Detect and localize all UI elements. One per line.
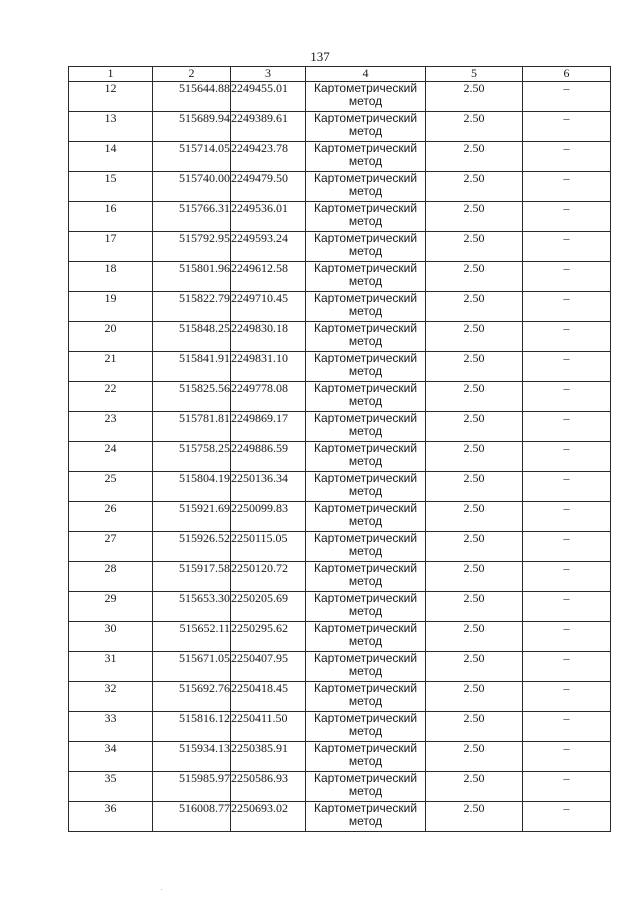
note-cell: – — [523, 292, 611, 322]
method-line-2: метод — [348, 754, 383, 768]
y-coordinate-cell: 2250586.93 — [231, 772, 306, 802]
accuracy-cell: 2.50 — [426, 532, 523, 562]
method-line-2: метод — [348, 274, 383, 288]
note-cell: – — [523, 652, 611, 682]
x-coordinate-cell: 515740.00 — [153, 172, 231, 202]
method-line-2: метод — [348, 394, 383, 408]
accuracy-cell: 2.50 — [426, 322, 523, 352]
accuracy-cell: 2.50 — [426, 682, 523, 712]
method-line-1: Картометрический — [313, 711, 418, 725]
method-line-1: Картометрический — [313, 621, 418, 635]
method-line-1: Картометрический — [313, 681, 418, 695]
method-cell — [306, 262, 426, 292]
page-number: 137 — [310, 49, 330, 64]
method-line-1: Картометрический — [313, 441, 418, 455]
point-number-cell: 20 — [69, 322, 153, 352]
point-number-cell: 28 — [69, 562, 153, 592]
x-coordinate-cell: 515644.88 — [153, 82, 231, 112]
note-cell: – — [523, 592, 611, 622]
method-line-1: Картометрический — [313, 411, 418, 425]
note-cell: – — [523, 682, 611, 712]
x-coordinate-cell: 515917.58 — [153, 562, 231, 592]
y-coordinate-cell: 2249831.10 — [231, 352, 306, 382]
note-cell: – — [523, 262, 611, 292]
note-cell: – — [523, 442, 611, 472]
method-cell — [306, 142, 426, 172]
x-coordinate-cell: 515801.96 — [153, 262, 231, 292]
method-line-2: метод — [348, 94, 383, 108]
method-line-2: метод — [348, 334, 383, 348]
x-coordinate-cell: 515985.97 — [153, 772, 231, 802]
note-cell: – — [523, 82, 611, 112]
method-cell — [306, 412, 426, 442]
method-line-1: Картометрический — [313, 531, 418, 545]
y-coordinate-cell: 2249455.01 — [231, 82, 306, 112]
point-number-cell: 15 — [69, 172, 153, 202]
method-line-2: метод — [348, 154, 383, 168]
x-coordinate-cell: 515804.19 — [153, 472, 231, 502]
method-line-1: Картометрический — [313, 741, 418, 755]
y-coordinate-cell: 2249479.50 — [231, 172, 306, 202]
note-cell: – — [523, 502, 611, 532]
y-coordinate-cell: 2249869.17 — [231, 412, 306, 442]
y-coordinate-cell: 2250411.50 — [231, 712, 306, 742]
x-coordinate-cell: 515671.05 — [153, 652, 231, 682]
note-cell: – — [523, 772, 611, 802]
header-row — [69, 67, 611, 82]
method-line-2: метод — [348, 514, 383, 528]
scan-speck — [161, 889, 162, 890]
method-cell — [306, 562, 426, 592]
method-cell — [306, 652, 426, 682]
y-coordinate-cell: 2249710.45 — [231, 292, 306, 322]
point-number-cell: 34 — [69, 742, 153, 772]
note-cell: – — [523, 622, 611, 652]
method-line-1: Картометрический — [313, 801, 418, 815]
table-row — [69, 142, 611, 172]
accuracy-cell: 2.50 — [426, 292, 523, 322]
header-col-5: 5 — [426, 67, 523, 82]
accuracy-cell: 2.50 — [426, 712, 523, 742]
y-coordinate-cell: 2249423.78 — [231, 142, 306, 172]
accuracy-cell: 2.50 — [426, 412, 523, 442]
accuracy-cell: 2.50 — [426, 502, 523, 532]
method-line-1: Картометрический — [313, 171, 418, 185]
table-row — [69, 622, 611, 652]
point-number-cell: 26 — [69, 502, 153, 532]
method-cell — [306, 712, 426, 742]
y-coordinate-cell: 2250693.02 — [231, 802, 306, 832]
method-line-1: Картометрический — [313, 351, 418, 365]
table-row — [69, 262, 611, 292]
point-number-cell: 12 — [69, 82, 153, 112]
method-line-2: метод — [348, 604, 383, 618]
method-line-2: метод — [348, 244, 383, 258]
y-coordinate-cell: 2250295.62 — [231, 622, 306, 652]
method-line-1: Картометрический — [313, 291, 418, 305]
y-coordinate-cell: 2250205.69 — [231, 592, 306, 622]
note-cell: – — [523, 322, 611, 352]
x-coordinate-cell: 515822.79 — [153, 292, 231, 322]
point-number-cell: 21 — [69, 352, 153, 382]
method-line-2: метод — [348, 184, 383, 198]
accuracy-cell: 2.50 — [426, 592, 523, 622]
method-line-2: метод — [348, 214, 383, 228]
point-number-cell: 36 — [69, 802, 153, 832]
note-cell: – — [523, 202, 611, 232]
method-line-2: метод — [348, 454, 383, 468]
point-number-cell: 22 — [69, 382, 153, 412]
y-coordinate-cell: 2249536.01 — [231, 202, 306, 232]
y-coordinate-cell: 2250136.34 — [231, 472, 306, 502]
method-line-1: Картометрический — [313, 651, 418, 665]
accuracy-cell: 2.50 — [426, 442, 523, 472]
x-coordinate-cell: 515714.05 — [153, 142, 231, 172]
method-cell — [306, 202, 426, 232]
note-cell: – — [523, 532, 611, 562]
table-row — [69, 682, 611, 712]
y-coordinate-cell: 2249778.08 — [231, 382, 306, 412]
method-line-1: Картометрический — [313, 141, 418, 155]
note-cell: – — [523, 382, 611, 412]
accuracy-cell: 2.50 — [426, 802, 523, 832]
y-coordinate-cell: 2250120.72 — [231, 562, 306, 592]
table-row — [69, 382, 611, 412]
x-coordinate-cell: 515766.31 — [153, 202, 231, 232]
note-cell: – — [523, 172, 611, 202]
method-line-2: метод — [348, 574, 383, 588]
table-row — [69, 532, 611, 562]
method-line-1: Картометрический — [313, 321, 418, 335]
point-number-cell: 31 — [69, 652, 153, 682]
method-line-1: Картометрический — [313, 471, 418, 485]
table-row — [69, 652, 611, 682]
table-row — [69, 712, 611, 742]
y-coordinate-cell: 2249830.18 — [231, 322, 306, 352]
method-cell — [306, 172, 426, 202]
note-cell: – — [523, 472, 611, 502]
point-number-cell: 24 — [69, 442, 153, 472]
accuracy-cell: 2.50 — [426, 382, 523, 412]
accuracy-cell: 2.50 — [426, 352, 523, 382]
method-line-1: Картометрический — [313, 561, 418, 575]
method-line-2: метод — [348, 484, 383, 498]
method-cell — [306, 622, 426, 652]
table-row — [69, 82, 611, 112]
method-line-2: метод — [348, 634, 383, 648]
method-cell — [306, 682, 426, 712]
method-line-1: Картометрический — [313, 111, 418, 125]
method-cell — [306, 292, 426, 322]
point-number-cell: 23 — [69, 412, 153, 442]
note-cell: – — [523, 742, 611, 772]
accuracy-cell: 2.50 — [426, 172, 523, 202]
accuracy-cell: 2.50 — [426, 112, 523, 142]
note-cell: – — [523, 142, 611, 172]
accuracy-cell: 2.50 — [426, 772, 523, 802]
table-row — [69, 502, 611, 532]
x-coordinate-cell: 515841.91 — [153, 352, 231, 382]
point-number-cell: 33 — [69, 712, 153, 742]
method-line-1: Картометрический — [313, 381, 418, 395]
note-cell: – — [523, 562, 611, 592]
table-row — [69, 112, 611, 142]
method-cell — [306, 382, 426, 412]
y-coordinate-cell: 2249389.61 — [231, 112, 306, 142]
method-line-1: Картометрический — [313, 591, 418, 605]
point-number-cell: 19 — [69, 292, 153, 322]
table-row — [69, 202, 611, 232]
note-cell: – — [523, 232, 611, 262]
point-number-cell: 35 — [69, 772, 153, 802]
method-line-2: метод — [348, 724, 383, 738]
method-line-2: метод — [348, 544, 383, 558]
table-row — [69, 412, 611, 442]
method-line-2: метод — [348, 424, 383, 438]
x-coordinate-cell: 515921.69 — [153, 502, 231, 532]
accuracy-cell: 2.50 — [426, 562, 523, 592]
table-row — [69, 172, 611, 202]
note-cell: – — [523, 712, 611, 742]
note-cell: – — [523, 802, 611, 832]
method-cell — [306, 352, 426, 382]
point-number-cell: 32 — [69, 682, 153, 712]
table-row — [69, 472, 611, 502]
table-row — [69, 352, 611, 382]
table-row — [69, 292, 611, 322]
method-cell — [306, 232, 426, 262]
y-coordinate-cell: 2250407.95 — [231, 652, 306, 682]
method-line-2: метод — [348, 814, 383, 828]
y-coordinate-cell: 2249886.59 — [231, 442, 306, 472]
method-cell — [306, 742, 426, 772]
x-coordinate-cell: 515816.12 — [153, 712, 231, 742]
method-cell — [306, 802, 426, 832]
table-row — [69, 232, 611, 262]
method-cell — [306, 322, 426, 352]
table-row — [69, 562, 611, 592]
method-line-2: метод — [348, 364, 383, 378]
x-coordinate-cell: 515689.94 — [153, 112, 231, 142]
y-coordinate-cell: 2250099.83 — [231, 502, 306, 532]
y-coordinate-cell: 2250115.05 — [231, 532, 306, 562]
method-line-2: метод — [348, 304, 383, 318]
accuracy-cell: 2.50 — [426, 622, 523, 652]
method-line-1: Картометрический — [313, 261, 418, 275]
x-coordinate-cell: 516008.77 — [153, 802, 231, 832]
accuracy-cell: 2.50 — [426, 652, 523, 682]
point-number-cell: 17 — [69, 232, 153, 262]
y-coordinate-cell: 2249593.24 — [231, 232, 306, 262]
method-cell — [306, 532, 426, 562]
point-number-cell: 14 — [69, 142, 153, 172]
table-row — [69, 742, 611, 772]
accuracy-cell: 2.50 — [426, 142, 523, 172]
method-cell — [306, 592, 426, 622]
y-coordinate-cell: 2250418.45 — [231, 682, 306, 712]
x-coordinate-cell: 515781.81 — [153, 412, 231, 442]
table-row — [69, 592, 611, 622]
point-number-cell: 18 — [69, 262, 153, 292]
note-cell: – — [523, 412, 611, 442]
method-line-2: метод — [348, 694, 383, 708]
coordinates-table — [68, 66, 611, 832]
accuracy-cell: 2.50 — [426, 82, 523, 112]
point-number-cell: 13 — [69, 112, 153, 142]
method-line-1: Картометрический — [313, 771, 418, 785]
note-cell: – — [523, 352, 611, 382]
header-col-6: 6 — [523, 67, 611, 82]
point-number-cell: 29 — [69, 592, 153, 622]
y-coordinate-cell: 2250385.91 — [231, 742, 306, 772]
x-coordinate-cell: 515934.13 — [153, 742, 231, 772]
x-coordinate-cell: 515653.30 — [153, 592, 231, 622]
y-coordinate-cell: 2249612.58 — [231, 262, 306, 292]
table-body — [69, 82, 611, 832]
method-line-1: Картометрический — [313, 501, 418, 515]
method-line-1: Картометрический — [313, 231, 418, 245]
accuracy-cell: 2.50 — [426, 232, 523, 262]
table-row — [69, 322, 611, 352]
x-coordinate-cell: 515926.52 — [153, 532, 231, 562]
table-row — [69, 802, 611, 832]
table-row — [69, 772, 611, 802]
x-coordinate-cell: 515792.95 — [153, 232, 231, 262]
method-line-1: Картометрический — [313, 201, 418, 215]
point-number-cell: 27 — [69, 532, 153, 562]
note-cell: – — [523, 112, 611, 142]
x-coordinate-cell: 515848.25 — [153, 322, 231, 352]
method-cell — [306, 442, 426, 472]
method-line-1: Картометрический — [313, 81, 418, 95]
point-number-cell: 30 — [69, 622, 153, 652]
method-line-2: метод — [348, 664, 383, 678]
accuracy-cell: 2.50 — [426, 262, 523, 292]
x-coordinate-cell: 515692.76 — [153, 682, 231, 712]
method-cell — [306, 772, 426, 802]
table-row — [69, 442, 611, 472]
x-coordinate-cell: 515652.11 — [153, 622, 231, 652]
method-line-2: метод — [348, 784, 383, 798]
accuracy-cell: 2.50 — [426, 742, 523, 772]
x-coordinate-cell: 515758.25 — [153, 442, 231, 472]
method-cell — [306, 502, 426, 532]
header-col-4: 4 — [306, 67, 426, 82]
accuracy-cell: 2.50 — [426, 472, 523, 502]
method-cell — [306, 82, 426, 112]
method-line-2: метод — [348, 124, 383, 138]
method-cell — [306, 112, 426, 142]
x-coordinate-cell: 515825.56 — [153, 382, 231, 412]
header-col-2: 2 — [153, 67, 231, 82]
method-cell — [306, 472, 426, 502]
point-number-cell: 16 — [69, 202, 153, 232]
header-col-3: 3 — [231, 67, 306, 82]
accuracy-cell: 2.50 — [426, 202, 523, 232]
header-col-1: 1 — [69, 67, 153, 82]
point-number-cell: 25 — [69, 472, 153, 502]
